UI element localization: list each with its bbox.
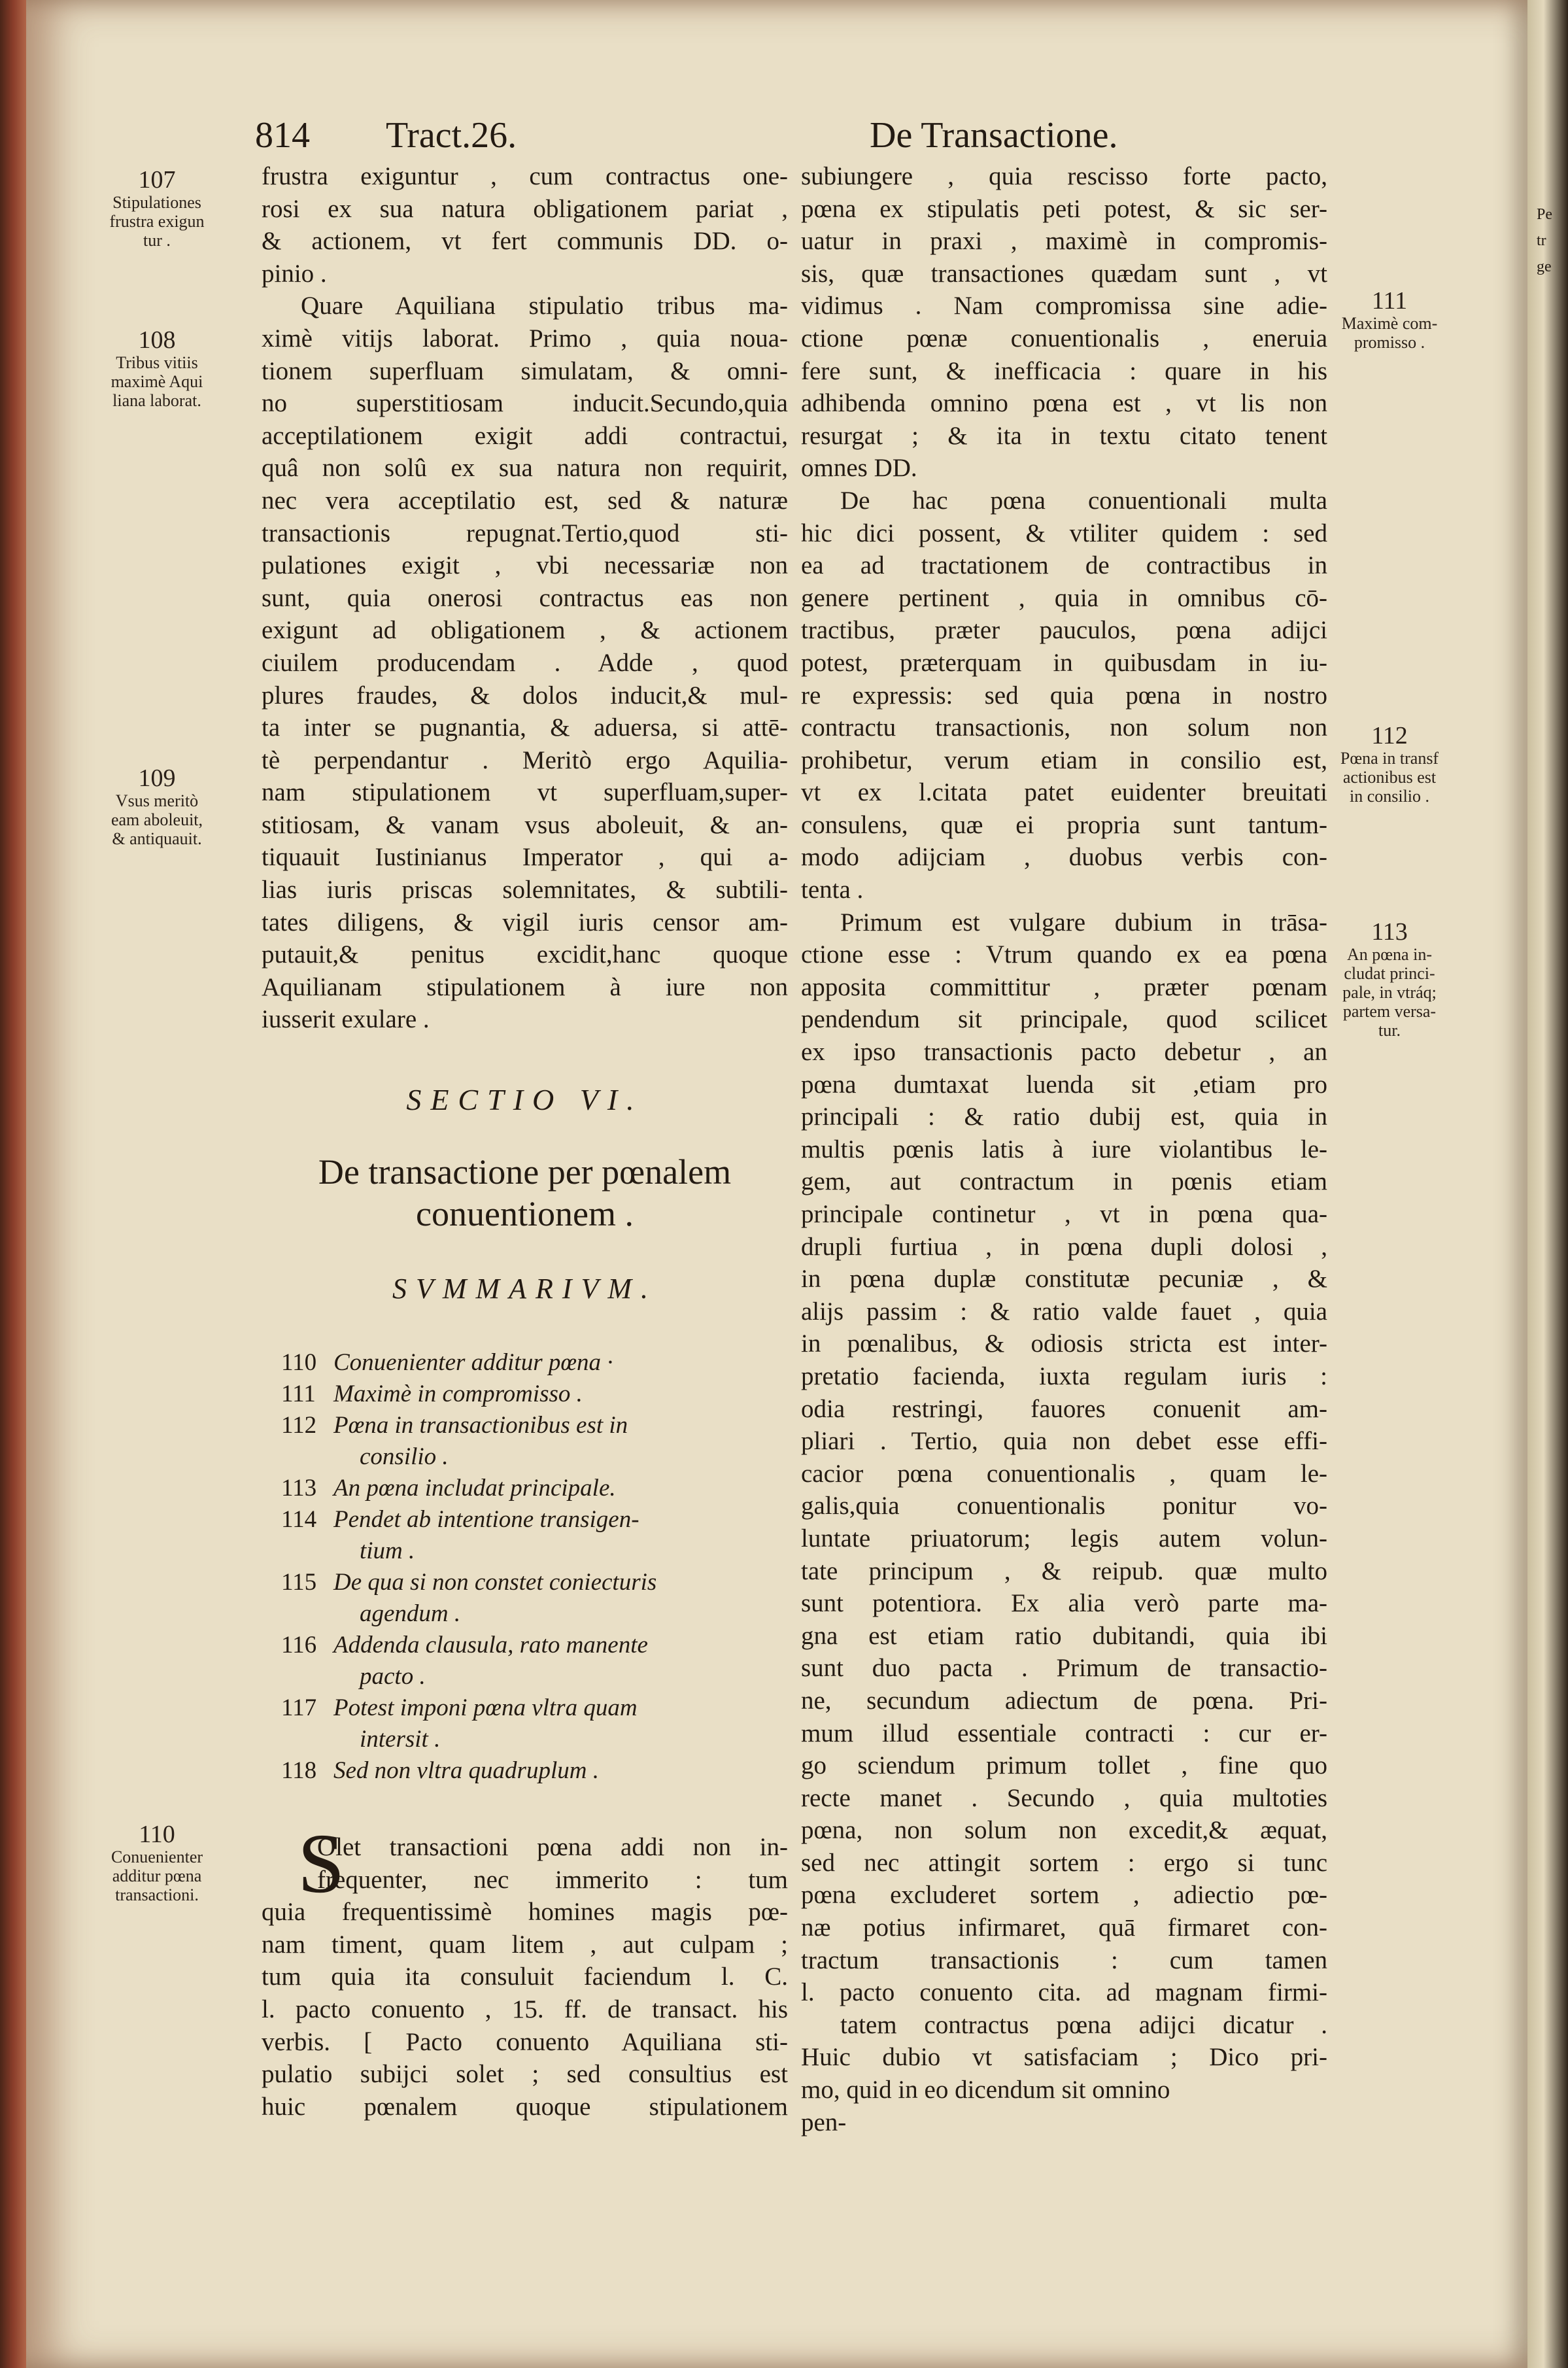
margin-note bbox=[1314, 288, 1465, 352]
text-line: resurgat ; & ita in textu citato tenent bbox=[801, 421, 1327, 450]
text-line: odia restringi, fauores conuenit am- bbox=[801, 1394, 1327, 1423]
margin-note-line: maximè Aqui bbox=[111, 372, 203, 391]
margin-note-number: 113 bbox=[1371, 918, 1408, 946]
text-line: stitiosam, & vanam vsus aboleuit, & an- bbox=[262, 810, 788, 839]
summary-number: 115 bbox=[281, 1569, 317, 1596]
book-spine-edge bbox=[0, 0, 26, 2368]
summary-text: Addenda clausula, rato manente bbox=[333, 1632, 648, 1658]
text-line: pœna ex stipulatis peti potest, & sic ser- bbox=[801, 194, 1327, 223]
text-line: tiquauit Iustinianus Imperator , qui a- bbox=[262, 843, 788, 872]
text-line: iusserit exulare . bbox=[262, 1005, 430, 1034]
margin-note-line: frustra exigun bbox=[109, 212, 205, 231]
text-line: quia frequentissimè homines magis pœ- bbox=[262, 1898, 788, 1927]
left-column-bottom bbox=[262, 1831, 788, 2123]
margin-note-number: 108 bbox=[138, 326, 176, 354]
text-line: gna est etiam ratio dubitandi, quia ibi bbox=[801, 1621, 1327, 1650]
margin-note-line: transactioni. bbox=[115, 1885, 199, 1904]
text-line: ea ad tractationem de contractibus in bbox=[801, 551, 1327, 580]
text-line: huic pœnalem quoque stipulationem bbox=[262, 2092, 788, 2121]
margin-note-line: promisso . bbox=[1354, 333, 1425, 352]
text-line: plures fraudes, & dolos inducit,& mul- bbox=[262, 681, 788, 710]
margin-note-line: pale, in vtráq; bbox=[1342, 983, 1437, 1002]
text-line: nam stipulationem vt superfluam,super- bbox=[262, 778, 788, 807]
summary-number bbox=[281, 1724, 333, 1755]
text-line: in pœna duplæ constitutæ pecuniæ , & bbox=[801, 1265, 1327, 1294]
summary-number bbox=[281, 1598, 333, 1630]
summary-item bbox=[281, 1598, 804, 1630]
text-line: re expressis: sed quia pœna in nostro bbox=[801, 681, 1327, 710]
text-line: no superstitiosam inducit.Secundo,quia bbox=[262, 389, 788, 418]
text-line: & actionem, vt fert communis DD. o- bbox=[262, 227, 788, 256]
text-line: go sciendum primum tollet , fine quo bbox=[801, 1751, 1327, 1780]
text-line: ximè vitijs laborat. Primo , quia noua- bbox=[262, 324, 788, 352]
summary-item bbox=[281, 1724, 804, 1755]
running-head-right: De Transactione. bbox=[870, 115, 1118, 156]
text-line: pulationes exigit , vbi necessariæ non bbox=[262, 551, 788, 580]
summary-text: Pendet ab intentione transigen- bbox=[333, 1506, 639, 1533]
summary-number: 114 bbox=[281, 1506, 317, 1533]
text-line: pendendum sit principale, quod scilicet bbox=[801, 1005, 1327, 1034]
summary-number: 113 bbox=[281, 1475, 317, 1501]
summary-text: Maximè in compromisso . bbox=[333, 1381, 583, 1407]
edge-fragment: ge bbox=[1537, 258, 1552, 275]
margin-note bbox=[72, 327, 242, 410]
summary-number: 110 bbox=[281, 1349, 317, 1376]
text-line: tatem contractus pœna adijci dicatur . bbox=[840, 2010, 1327, 2039]
text-line: lias iuris priscas solemnitates, & subtili- bbox=[262, 876, 788, 904]
text-line: pinio . bbox=[262, 259, 327, 288]
margin-note bbox=[72, 1821, 242, 1904]
summary-item bbox=[281, 1536, 804, 1567]
text-line: nam timent, quam litem , aut culpam ; bbox=[262, 1930, 788, 1959]
summary-number: 111 bbox=[281, 1381, 316, 1407]
summarium-heading: SVMMARIVM. bbox=[392, 1273, 658, 1305]
text-line: tractum transactionis : cum tamen bbox=[801, 1946, 1327, 1974]
summary-item bbox=[281, 1755, 804, 1787]
section-title: De transactione per pœnalem conuentionem . bbox=[318, 1152, 732, 1233]
text-line: in pœnalibus, & odiosis stricta est inter- bbox=[801, 1330, 1327, 1358]
summary-text: pacto . bbox=[360, 1663, 426, 1690]
margin-note-line: additur pœna bbox=[112, 1866, 202, 1885]
margin-note-line: Conuenienter bbox=[111, 1847, 203, 1866]
text-line: tenta . bbox=[801, 876, 864, 904]
summary-number bbox=[281, 1661, 333, 1692]
text-line: Huic dubio vt satisfaciam ; Dico pri- bbox=[801, 2043, 1327, 2072]
summary-number: 118 bbox=[281, 1757, 317, 1784]
margin-note bbox=[72, 765, 242, 848]
text-line: vidimus . Nam compromissa sine adie- bbox=[801, 292, 1327, 320]
text-line: potest, præterquam in quibusdam in iu- bbox=[801, 648, 1327, 677]
summary-item bbox=[281, 1692, 804, 1724]
text-line: tate principum , & reipub. quæ multo bbox=[801, 1556, 1327, 1585]
text-line: pœna dumtaxat luenda sit ,etiam pro bbox=[801, 1070, 1327, 1099]
text-line: mo, quid in eo dicendum sit omnino bbox=[801, 2076, 1170, 2104]
edge-fragment: tr bbox=[1537, 232, 1546, 249]
text-line: modo adijciam , duobus verbis con- bbox=[801, 843, 1327, 872]
text-line: principale continetur , vt in pœna qua- bbox=[801, 1200, 1327, 1228]
text-line: pœna, non solum non excedit,& æquat, bbox=[801, 1816, 1327, 1845]
margin-note-line: cludat princi- bbox=[1344, 964, 1435, 983]
text-line: frequenter, nec immerito : tum bbox=[317, 1865, 788, 1894]
summary-text: Sed non vltra quadruplum . bbox=[333, 1757, 599, 1784]
text-line: acceptilationem exigit addi contractui, bbox=[262, 421, 788, 450]
drop-cap: S bbox=[298, 1817, 345, 1911]
margin-note-number: 110 bbox=[139, 1821, 175, 1848]
text-line: vt ex l.citata patet euidenter breuitati bbox=[801, 778, 1327, 807]
text-line: Quare Aquiliana stipulatio tribus ma- bbox=[301, 292, 788, 320]
text-line: contractu transactionis, non solum non bbox=[801, 713, 1327, 742]
text-line: exigunt ad obligationem , & actionem bbox=[262, 616, 788, 645]
summary-text: De qua si non constet coniecturis bbox=[333, 1569, 657, 1596]
summary-text: Potest imponi pœna vltra quam bbox=[333, 1694, 638, 1721]
running-head-left: Tract.26. bbox=[386, 115, 517, 156]
summary-item bbox=[281, 1504, 804, 1536]
summary-number: 112 bbox=[281, 1412, 317, 1439]
summary-text: consilio . bbox=[360, 1443, 449, 1470]
text-line: principali : & ratio dubij est, quia in bbox=[801, 1103, 1327, 1131]
text-line: nec vera acceptilatio est, sed & naturæ bbox=[262, 486, 788, 515]
text-line: De hac pœna conuentionali multa bbox=[840, 486, 1327, 515]
text-line: luntate priuatorum; legis autem volun- bbox=[801, 1524, 1327, 1553]
text-line: uatur in praxi , maximè in compromis- bbox=[801, 227, 1327, 256]
margin-note-line: Vsus meritò bbox=[115, 791, 199, 810]
text-line: genere pertinent , quia in omnibus cō- bbox=[801, 583, 1327, 612]
summary-text: intersit . bbox=[360, 1726, 441, 1753]
text-line: verbis. [ Pacto conuento Aquiliana sti- bbox=[262, 2027, 788, 2056]
text-line: omnes DD. bbox=[801, 454, 917, 483]
text-line: gem, aut contractum in pœnis etiam bbox=[801, 1167, 1327, 1196]
text-line: ex ipso transactionis pacto debetur , an bbox=[801, 1038, 1327, 1067]
margin-note-number: 109 bbox=[138, 764, 176, 792]
edge-fragment: Pe bbox=[1537, 206, 1552, 223]
right-column bbox=[801, 160, 1327, 2138]
text-line: Primum est vulgare dubium in trāsa- bbox=[840, 908, 1327, 936]
text-line: pretatio facienda, iuxta regulam iuris : bbox=[801, 1362, 1327, 1390]
text-line: tates diligens, & vigil iuris censor am- bbox=[262, 908, 788, 936]
summary-number bbox=[281, 1441, 333, 1473]
text-line: pliari . Tertio, quia non debet esse effi- bbox=[801, 1427, 1327, 1456]
text-line: subiungere , quia rescisso forte pacto, bbox=[801, 162, 1327, 190]
summary-text: tium . bbox=[360, 1537, 415, 1564]
text-line: ctione esse : Vtrum quando ex ea pœna bbox=[801, 940, 1327, 969]
summary-item bbox=[281, 1473, 804, 1504]
text-line: tè perpendantur . Meritò ergo Aquilia- bbox=[262, 746, 788, 774]
margin-note-line: An pœna in- bbox=[1347, 945, 1432, 964]
margin-note-line: partem versa- bbox=[1342, 1002, 1437, 1021]
summary-list bbox=[281, 1347, 804, 1787]
page-number: 814 bbox=[255, 115, 310, 156]
margin-note-line: Stipulationes bbox=[112, 193, 201, 212]
text-line: quâ non solû ex sua natura non requirit, bbox=[262, 454, 788, 483]
summary-number: 117 bbox=[281, 1694, 317, 1721]
summary-number: 116 bbox=[281, 1632, 317, 1658]
text-line: multis pœnis latis à iure violantibus le- bbox=[801, 1135, 1327, 1163]
margin-note bbox=[1314, 723, 1465, 806]
text-line: sunt duo pacta . Primum de transactio- bbox=[801, 1654, 1327, 1683]
text-line: sis, quæ transactiones quædam sunt , vt bbox=[801, 259, 1327, 288]
text-line: galis,quia conuentionalis ponitur vo- bbox=[801, 1492, 1327, 1520]
summary-item bbox=[281, 1347, 804, 1379]
text-line: Aquilianam stipulationem à iure non bbox=[262, 972, 788, 1001]
summary-item bbox=[281, 1567, 804, 1598]
text-line: pœna excluderet sortem , adiectio pœ- bbox=[801, 1881, 1327, 1910]
text-line: sunt, quia onerosi contractus eas non bbox=[262, 583, 788, 612]
margin-note-line: tur. bbox=[1378, 1021, 1401, 1040]
margin-note-line: in consilio . bbox=[1349, 787, 1430, 806]
summary-item bbox=[281, 1379, 804, 1410]
summary-item bbox=[281, 1410, 804, 1441]
margin-note-line: liana laborat. bbox=[112, 391, 201, 410]
text-line: næ potius infirmaret, quā firmaret con- bbox=[801, 1913, 1327, 1942]
text-line: l. pacto conuento , 15. ff. de transact. his bbox=[262, 1995, 788, 2023]
text-line: consulens, quæ ei propria sunt tantum- bbox=[801, 810, 1327, 839]
summary-text: Conuenienter additur pœna · bbox=[333, 1349, 613, 1376]
text-line: recte manet . Secundo , quia multoties bbox=[801, 1783, 1327, 1812]
margin-note-line: & antiquauit. bbox=[112, 829, 202, 848]
text-line: frustra exiguntur , cum contractus one- bbox=[262, 162, 788, 190]
text-line: pulatio subijci solet ; sed consultius est bbox=[262, 2060, 788, 2089]
margin-note-line: Pœna in transf bbox=[1340, 749, 1439, 768]
margin-note-number: 111 bbox=[1371, 287, 1408, 315]
text-line: sed nec attingit sortem : ergo si tunc bbox=[801, 1848, 1327, 1877]
summary-text: An pœna includat principale. bbox=[333, 1475, 616, 1501]
text-line: hic dici possent, & vtiliter quidem : sed bbox=[801, 519, 1327, 547]
text-line: putauit,& penitus excidit,hanc quoque bbox=[262, 940, 788, 969]
text-line: Olet transactioni pœna addi non in- bbox=[317, 1833, 788, 1861]
summary-number bbox=[281, 1536, 333, 1567]
text-line: ta inter se pugnantia, & aduersa, si attē- bbox=[262, 713, 788, 742]
text-line: prohibetur, verum etiam in consilio est, bbox=[801, 746, 1327, 774]
text-line: sunt potentiora. Ex alia verò parte ma- bbox=[801, 1589, 1327, 1618]
margin-note bbox=[72, 167, 242, 250]
margin-note-line: Tribus vitiis bbox=[116, 353, 198, 372]
text-line: pen- bbox=[801, 2108, 847, 2136]
text-line: mum illud essentiale contracti : cur er- bbox=[801, 1719, 1327, 1747]
text-line: tionem superfluam simulatam, & omni- bbox=[262, 356, 788, 385]
summary-text: Pœna in transactionibus est in bbox=[333, 1412, 628, 1439]
text-line: tractibus, præter pauculos, pœna adijci bbox=[801, 616, 1327, 645]
text-line: ctione pœnæ conuentionalis , eneruia bbox=[801, 324, 1327, 352]
section-heading: SECTIO VI. bbox=[406, 1083, 643, 1116]
margin-note-line: tur . bbox=[143, 231, 171, 250]
summary-text: agendum . bbox=[360, 1600, 461, 1627]
summary-item bbox=[281, 1630, 804, 1661]
margin-note-line: actionibus est bbox=[1342, 768, 1437, 787]
text-line: alijs passim : & ratio valde fauet , quia bbox=[801, 1297, 1327, 1326]
left-column-top bbox=[262, 160, 788, 1036]
margin-note-number: 107 bbox=[138, 166, 176, 194]
margin-note bbox=[1314, 919, 1465, 1040]
margin-note-line: eam aboleuit, bbox=[111, 810, 203, 829]
text-line: ciuilem producendam . Adde , quod bbox=[262, 648, 788, 677]
text-line: ne, secundum adiectum de pœna. Pri- bbox=[801, 1686, 1327, 1715]
text-line: apposita committitur , præter pœnam bbox=[801, 972, 1327, 1001]
text-line: rosi ex sua natura obligationem pariat , bbox=[262, 194, 788, 223]
next-page-edge bbox=[1527, 0, 1568, 2368]
text-line: drupli furtiua , in pœna dupli dolosi , bbox=[801, 1232, 1327, 1261]
text-line: tum quia ita consuluit faciendum l. C. bbox=[262, 1963, 788, 1991]
margin-note-line: Maximè com- bbox=[1341, 314, 1438, 333]
summary-item bbox=[281, 1441, 804, 1473]
text-line: fere sunt, & inefficacia : quare in his bbox=[801, 356, 1327, 385]
margin-note-number: 112 bbox=[1371, 722, 1408, 749]
text-line: transactionis repugnat.Tertio,quod sti- bbox=[262, 519, 788, 547]
text-line: adhibenda omnino pœna est , vt lis non bbox=[801, 389, 1327, 418]
text-line: l. pacto conuento cita. ad magnam firmi- bbox=[801, 1978, 1327, 2007]
summary-item bbox=[281, 1661, 804, 1692]
text-line: cacior pœna conuentionalis , quam le- bbox=[801, 1459, 1327, 1488]
